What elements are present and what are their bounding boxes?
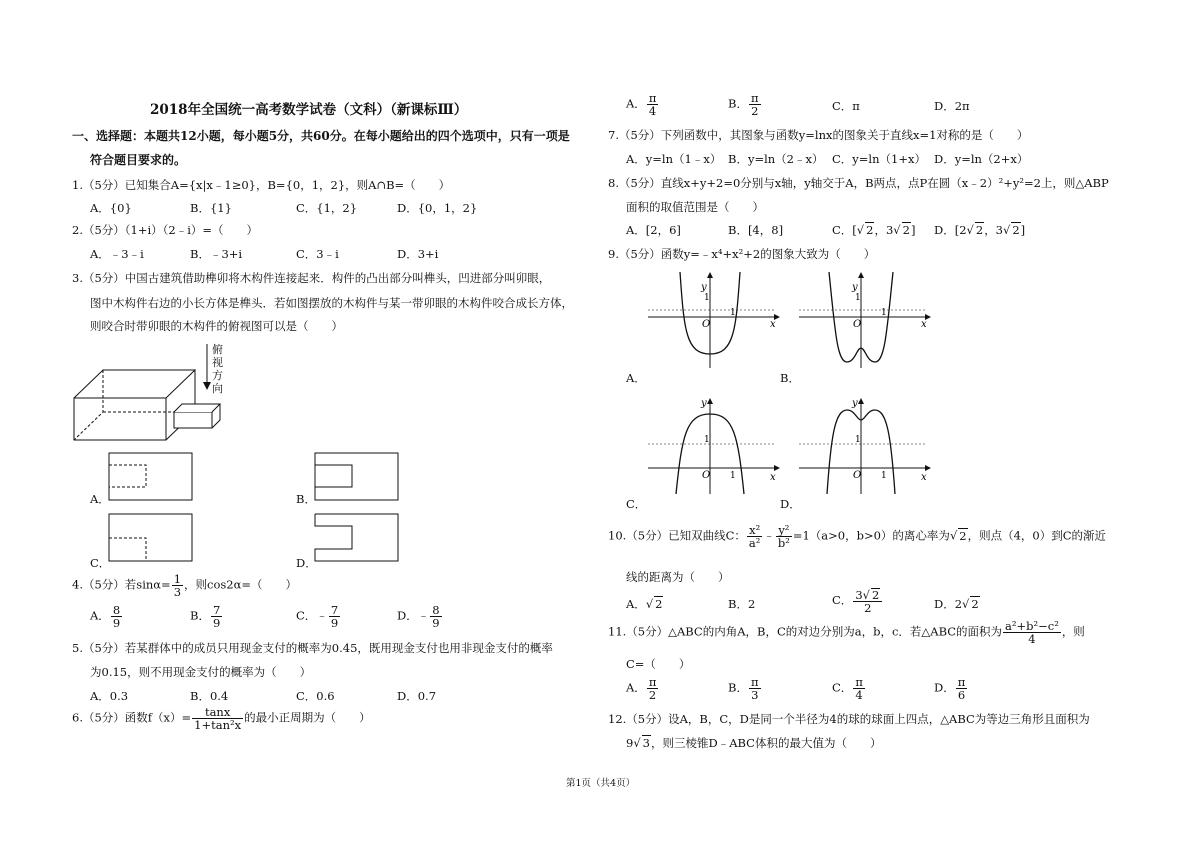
- svg-text:1: 1: [704, 293, 710, 303]
- q5-option-c: C．0.6: [296, 689, 335, 703]
- section-heading: 一、选择题：本题共12小题，每小题5分，共60分。在每小题给出的四个选项中，只有一项是: [72, 129, 570, 143]
- page-title: 2018年全国统一高考数学试卷（文科）（新课标Ⅲ）: [150, 102, 468, 118]
- q3-option-b-figure: [314, 452, 400, 502]
- q9-graph-c: [646, 396, 786, 496]
- q9-graph-b: [797, 270, 937, 370]
- svg-text:1: 1: [881, 471, 887, 481]
- svg-text:y: y: [701, 282, 707, 293]
- q3-option-a: A．: [90, 492, 110, 506]
- q7-option-b: B．y=ln（2﹣x）: [728, 152, 824, 166]
- svg-text:y: y: [852, 398, 858, 409]
- q3-option-c: C．: [90, 556, 111, 570]
- svg-text:1: 1: [855, 435, 861, 445]
- question-9-stem: 9.（5分）函数y=﹣x⁴+x²+2的图象大致为（ ）: [608, 247, 876, 261]
- q10-option-d: D．2√ 2: [934, 597, 979, 611]
- question-12-line1: 12.（5分）设A，B，C，D是同一个半径为4的球的球面上四点，△ABC为等边三角形且面积为: [608, 712, 1090, 726]
- q11-option-d: D． $\frac{\pi}{6}$: [934, 675, 966, 703]
- svg-text:1: 1: [704, 435, 710, 445]
- svg-text:y: y: [701, 398, 707, 409]
- svg-text:1: 1: [881, 308, 887, 318]
- q3-option-c-figure: [108, 513, 194, 563]
- q6-option-a: A． $\frac{\pi}{4}$: [626, 91, 657, 119]
- q11-option-c: C． $\frac{\pi}{4}$: [832, 675, 863, 703]
- question-12-line2: 9√ 3，则三棱锥D﹣ABC体积的最大值为（ ）: [626, 736, 882, 750]
- q6-option-b: B． $\frac{\pi}{2}$: [728, 91, 759, 119]
- q9-option-a: A．: [626, 371, 646, 385]
- question-8-line2: 面积的取值范围是（ ）: [626, 200, 764, 214]
- svg-text:O: O: [702, 470, 711, 481]
- svg-text:1: 1: [730, 308, 736, 318]
- q2-option-a: A．﹣3﹣i: [90, 247, 144, 261]
- q7-option-c: C．y=ln（1+x）: [832, 152, 926, 166]
- question-8-line1: 8.（5分）直线x+y+2=0分别与x轴，y轴交于A，B两点，点P在圆（x﹣2）²+y²=2上，则△ABP: [608, 176, 1109, 190]
- question-6-stem: 6.（5分）函数f（x）= $\frac{\tan x}{\text{1+tan²x}}$ 的最小正周期为（ ）: [72, 705, 371, 733]
- page-footer: 第1页（共4页）: [566, 778, 636, 789]
- q8-option-b: B．[4，8]: [728, 223, 784, 237]
- q1-option-d: D．{0，1，2}: [397, 201, 478, 215]
- q8-option-a: A．[2，6]: [626, 223, 681, 237]
- q1-option-c: C．{1，2}: [296, 201, 358, 215]
- view-direction-label: 俯 视 方 向: [212, 343, 223, 395]
- svg-text:O: O: [853, 319, 862, 330]
- svg-text:x: x: [921, 472, 927, 483]
- section-heading-cont: 符合题目要求的。: [90, 153, 187, 167]
- q8-option-c: C．[√ 2，3√ 2]: [832, 223, 916, 237]
- question-1-stem: 1.（5分）已知集合A={x|x﹣1≥0}，B={0，1，2}，则A∩B=（ ）: [72, 178, 451, 192]
- q2-option-d: D．3+i: [397, 247, 439, 261]
- q6-option-c: C．π: [832, 99, 860, 113]
- q9-option-b: B．: [780, 371, 800, 385]
- q5-option-d: D．0.7: [397, 689, 437, 703]
- question-7-stem: 7.（5分）下列函数中，其图象与函数y=lnx的图象关于直线x=1对称的是（ ）: [608, 128, 1029, 142]
- q10-option-a: A．√ 2: [626, 597, 663, 611]
- svg-text:1: 1: [730, 471, 736, 481]
- q10-option-b: B．2: [728, 597, 756, 611]
- q10-option-c: C． $\frac{3√ 2}{2}$: [832, 588, 883, 614]
- q9-option-d: D．: [780, 497, 801, 511]
- svg-text:x: x: [921, 319, 927, 330]
- q5-option-a: A．0.3: [90, 689, 129, 703]
- question-3-line2: 图中木构件右边的小长方体是榫头．若如图摆放的木构件与某一带卯眼的木构件咬合成长方体，: [90, 296, 573, 310]
- question-5-line1: 5.（5分）若某群体中的成员只用现金支付的概率为0.45，既用现金支付也用非现金支付的概率: [72, 641, 553, 655]
- q11-option-b: B． $\frac{\pi}{3}$: [728, 675, 759, 703]
- question-5-line2: 为0.15，则不用现金支付的概率为（ ）: [90, 665, 312, 679]
- q4-option-c: C．﹣ $\frac{7}{9}$: [296, 603, 339, 631]
- q3-option-d-figure: [314, 513, 400, 563]
- q3-option-b: B．: [296, 492, 316, 506]
- question-3-line3: 则咬合时带卯眼的木构件的俯视图可以是（ ）: [90, 319, 343, 333]
- svg-text:O: O: [702, 319, 711, 330]
- q4-option-b: B． $\frac{7}{9}$: [190, 603, 221, 631]
- question-11-line2: C=（ ）: [626, 657, 691, 671]
- q2-option-c: C．3﹣i: [296, 247, 339, 261]
- svg-text:y: y: [852, 282, 858, 293]
- q4-option-a: A． $\frac{8}{9}$: [90, 603, 121, 631]
- svg-text:O: O: [853, 470, 862, 481]
- q9-option-c: C．: [626, 497, 647, 511]
- question-2-stem: 2.（5分）（1+i）（2﹣i）=（ ）: [72, 223, 259, 237]
- q3-option-d: D．: [296, 556, 317, 570]
- q3-option-a-figure: [108, 452, 194, 502]
- question-11-line1: 11.（5分）△ABC的内角A，B，C的对边分别为a，b，c．若△ABC的面积为 $\frac{\text{a²+b²−c²}}{4}$ ，则: [608, 619, 1085, 647]
- q9-graph-a: [646, 270, 786, 370]
- svg-text:x: x: [770, 472, 776, 483]
- q9-graph-d: [797, 396, 937, 496]
- q7-option-a: A．y=ln（1﹣x）: [626, 152, 722, 166]
- q6-option-d: D．2π: [934, 99, 970, 113]
- q5-option-b: B．0.4: [190, 689, 229, 703]
- q1-option-a: A．{0}: [90, 201, 132, 215]
- question-10-line1: 10.（5分）已知双曲线C： $\frac{\text{x²}}{\text{a²}}$ ﹣ $\frac{\text{y²}}{\text{b²}}$ =1（a>0，b>0）的离心率为√ 2，则点（4，0）到C的渐近: [608, 523, 1107, 551]
- question-4-stem: 4.（5分）若sinα= $\frac{1}{3}$ ，则cos2α=（ ）: [72, 572, 297, 600]
- question-3-line1: 3.（5分）中国古建筑借助榫卯将木构件连接起来．构件的凸出部分叫榫头，凹进部分叫卯眼，: [72, 271, 551, 285]
- q7-option-d: D．y=ln（2+x）: [934, 152, 1029, 166]
- svg-text:1: 1: [855, 293, 861, 303]
- q2-option-b: B．﹣3+i: [190, 247, 243, 261]
- q11-option-a: A． $\frac{\pi}{2}$: [626, 675, 657, 703]
- svg-text:x: x: [770, 319, 776, 330]
- question-10-line2: 线的距离为（ ）: [626, 570, 730, 584]
- q1-option-b: B．{1}: [190, 201, 232, 215]
- q8-option-d: D．[2√ 2，3√ 2]: [934, 223, 1026, 237]
- q4-option-d: D．﹣ $\frac{8}{9}$: [397, 603, 440, 631]
